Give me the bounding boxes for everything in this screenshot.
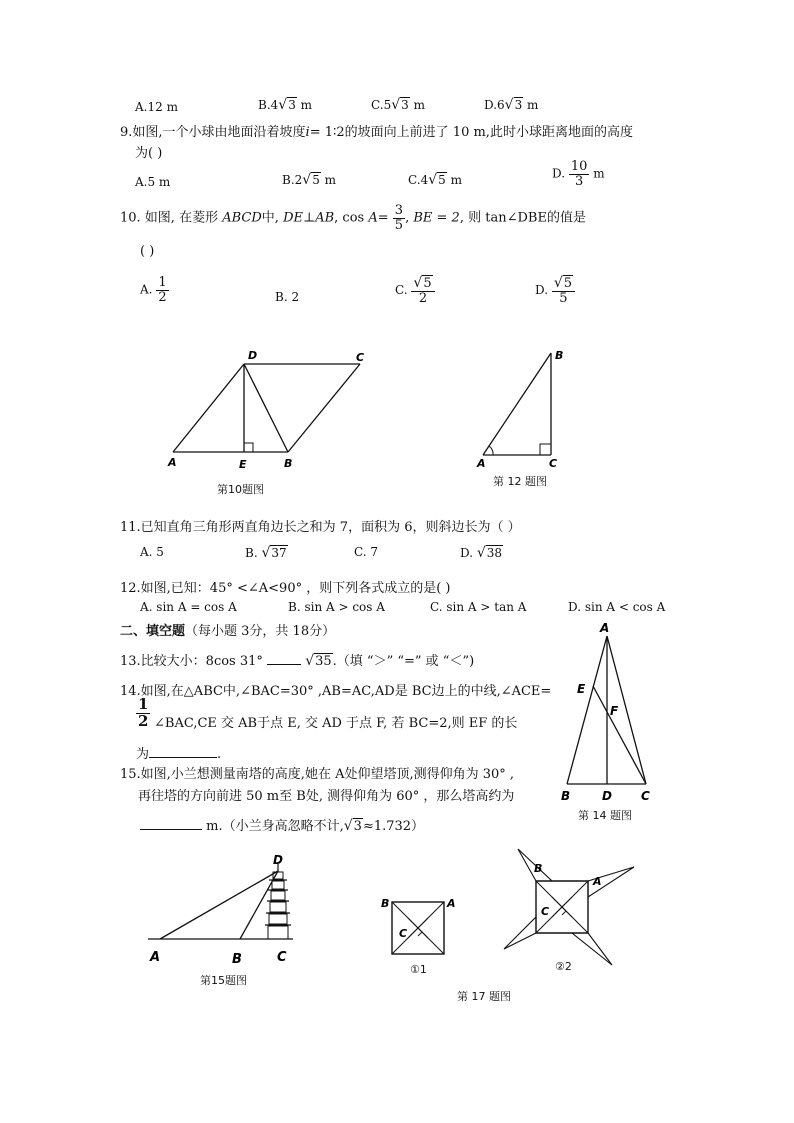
q12-option-c: C. sin A > tan A xyxy=(430,600,527,614)
q15-stem-line1: 15.如图,小兰想测量南塔的高度,她在 A处仰望塔顶,测得仰角为 30° , xyxy=(120,767,515,782)
q14-stem-line3: 为 . xyxy=(136,747,222,762)
fig12-label-c: C xyxy=(549,457,558,470)
fig17-1-label-a: A xyxy=(447,897,456,910)
figure-14-isosceles-triangle xyxy=(560,620,660,802)
fig17-2-label-a: A xyxy=(593,875,602,888)
figure-10-caption: 第10题图 xyxy=(217,483,264,496)
fig17-2-label-b: B xyxy=(534,862,543,875)
fig14-label-c: C xyxy=(641,789,650,802)
fig17-1-label-b: B xyxy=(381,897,390,910)
fig14-label-d: D xyxy=(602,789,612,802)
fig17-1-label-c: C xyxy=(399,927,408,940)
q9-stem-line2: 为( ) xyxy=(135,146,163,161)
fig17-2-label-c: C xyxy=(541,905,550,918)
figure-12-caption: 第 12 题图 xyxy=(493,475,547,488)
fig10-label-b: B xyxy=(284,457,293,470)
figure-14-caption: 第 14 题图 xyxy=(578,809,632,822)
q11-option-c: C. 7 xyxy=(354,545,379,559)
fig12-label-a: A xyxy=(477,457,486,470)
q13-stem: 13.比较大小：8cos 31° √35.（填 “＞” “=” 或 “＜”) xyxy=(120,653,475,669)
fig10-label-c: C xyxy=(356,351,365,364)
fig10-label-a: A xyxy=(168,456,177,469)
q10-option-d: D. $\frac{√5}{5}$ xyxy=(535,276,575,305)
q11-option-a: A. 5 xyxy=(140,545,164,559)
figure-17-sub-1: ①1 xyxy=(410,963,427,976)
q11-option-b: B. √37 xyxy=(245,545,287,561)
q11-option-d: D. √38 xyxy=(460,545,503,561)
figure-12-right-triangle xyxy=(475,345,575,470)
q12-option-a: A. sin A = cos A xyxy=(140,600,237,614)
q12-option-b: B. sin A > cos A xyxy=(288,600,385,614)
q15-stem-line2: 再往塔的方向前进 50 m至 B处, 测得仰角为 60° ，那么塔高约为 xyxy=(138,789,515,804)
fig15-label-a: A xyxy=(150,950,161,965)
q14-stem-line2: ∠BAC,CE 交 AB于点 E, 交 AD 于点 F, 若 BC=2,则 EF 的长 xyxy=(154,716,518,731)
q10-stem: 10. 如图, 在菱形 ABCD中, DE⊥AB, cos A= $\frac{3}{5}$ , BE = 2, 则 tan∠DBE的值是 xyxy=(120,203,586,233)
q10-paren: ( ) xyxy=(140,244,155,259)
fig10-label-d: D xyxy=(248,349,258,362)
fig14-label-f: F xyxy=(610,704,619,718)
q12-option-d: D. sin A < cos A xyxy=(568,600,666,614)
q11-stem: 11.已知直角三角形两直角边长之和为 7，面积为 6，则斜边长为（ ） xyxy=(120,520,521,535)
figure-17-sub-2: ②2 xyxy=(555,960,572,973)
q14-half-fraction: $\frac{1}{2}$ xyxy=(138,695,149,730)
q10-option-b: B. 2 xyxy=(275,290,300,304)
q10-option-c: C. $\frac{√5}{2}$ xyxy=(395,276,435,305)
fig14-label-a: A xyxy=(600,621,610,635)
figure-10-rhombus xyxy=(160,345,375,495)
q8-option-d: D.6√3 m xyxy=(484,97,539,113)
section-2-heading: 二、填空题（每小题 3分，共 18分） xyxy=(120,624,336,639)
figure-15-caption: 第15题图 xyxy=(200,974,247,987)
q9-stem-line1: 9.如图,一个小球由地面沿着坡度i= 1∶2的坡面向上前进了 10 m,此时小球距离地面的高度 xyxy=(120,125,633,140)
q9-option-d: D. $\frac{10}{3}$ m xyxy=(552,159,605,189)
q8-option-b: B.4√3 m xyxy=(258,97,313,113)
fig14-label-b: B xyxy=(561,789,571,802)
figure-15-tower xyxy=(140,850,305,970)
q8-option-c: C.5√3 m xyxy=(371,97,425,113)
fig15-label-c: C xyxy=(277,950,287,965)
fig15-label-b: B xyxy=(232,952,242,967)
pagoda-icon xyxy=(265,864,291,939)
q9-option-b: B.2√5 m xyxy=(282,172,337,188)
fig10-label-e: E xyxy=(239,458,247,471)
fig14-label-e: E xyxy=(577,682,586,696)
q8-option-a: A.12 m xyxy=(135,100,178,114)
q9-option-c: C.4√5 m xyxy=(408,172,462,188)
q15-stem-line3: m.（小兰身高忽略不计,√3≈1.732） xyxy=(140,815,424,834)
figure-17-caption: 第 17 题图 xyxy=(457,990,511,1003)
q10-option-a: A. $\frac{1}{2}$ xyxy=(140,275,167,305)
fig12-label-b: B xyxy=(555,349,564,362)
fig15-label-d: D xyxy=(273,853,283,867)
q9-option-a: A.5 m xyxy=(135,175,171,189)
figure-17-2-pinwheel xyxy=(500,845,640,970)
q12-stem: 12.如图,已知：45° <∠A<90° ，则下列各式成立的是( ) xyxy=(120,581,451,596)
q14-stem-line1: 14.如图,在△ABC中,∠BAC=30° ,AB=AC,AD是 BC边上的中线,∠ACE= xyxy=(120,684,552,699)
